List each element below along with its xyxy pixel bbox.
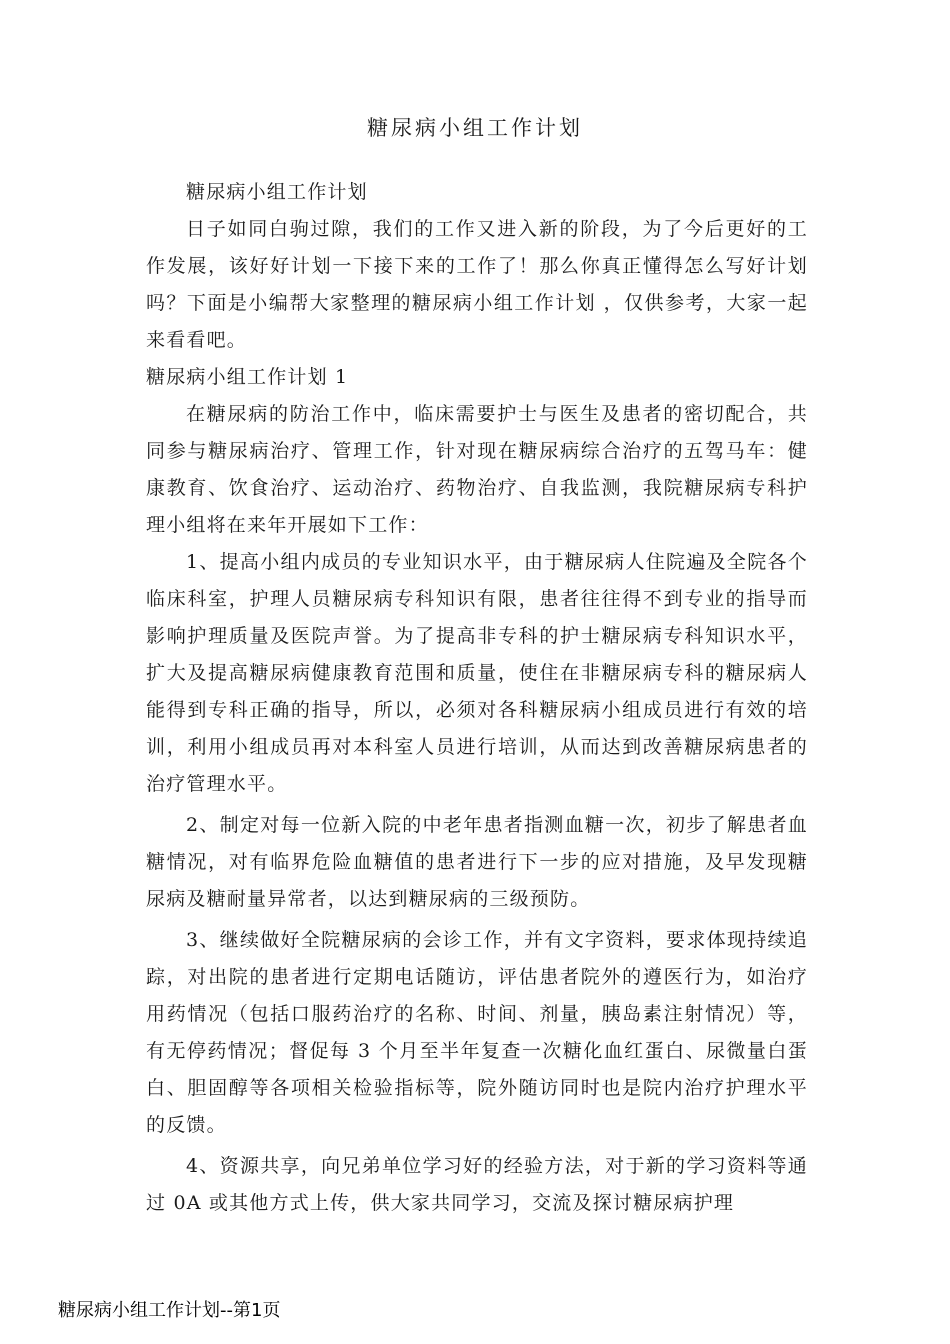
paragraph-item-4: 4、资源共享，向兄弟单位学习好的经验方法，对于新的学习资料等通过 0A 或其他方式上传，供大家共同学习，交流及探讨糖尿病护理 — [146, 1155, 808, 1214]
paragraph-subtitle: 糖尿病小组工作计划 — [186, 181, 368, 203]
document-body — [146, 174, 808, 1222]
paragraph-item-3: 3、继续做好全院糖尿病的会诊工作，并有文字资料，要求体现持续追踪，对出院的患者进行定期电话随访，评估患者院外的遵医行为，如治疗用药情况（包括口服药治疗的名称、时间、剂量，胰岛素注射情况）等，有无停药情况；督促每 3 个月至半年复查一次糖化血红蛋白、尿微量白蛋白、胆固醇等各项相关检验指标等，院外随访同时也是院内治疗护理水平的反馈。 — [146, 929, 808, 1136]
paragraph-intro: 日子如同白驹过隙，我们的工作又进入新的阶段，为了今后更好的工作发展，该好好计划一下接下来的工作了！那么你真正懂得怎么写好计划吗？下面是小编帮大家整理的糖尿病小组工作计划 ，仅供参考，大家一起来看看吧。 — [146, 218, 808, 351]
paragraph-item-2: 2、制定对每一位新入院的中老年患者指测血糖一次，初步了解患者血糖情况，对有临界危险血糖值的患者进行下一步的应对措施，及早发现糖尿病及糖耐量异常者，以达到糖尿病的三级预防。 — [146, 814, 808, 910]
section-heading: 糖尿病小组工作计划 1 — [146, 366, 349, 388]
paragraph-item-1: 1、提高小组内成员的专业知识水平，由于糖尿病人住院遍及全院各个临床科室，护理人员糖尿病专科知识有限，患者往往得不到专业的指导而影响护理质量及医院声誉。为了提高非专科的护士糖尿病专科知识水平，扩大及提高糖尿病健康教育范围和质量，使住在非糖尿病专科的糖尿病人能得到专科正确的指导，所以，必须对各科糖尿病小组成员进行有效的培训，利用小组成员再对本科室人员进行培训，从而达到改善糖尿病患者的治疗管理水平。 — [146, 551, 808, 795]
page-footer: 糖尿病小组工作计划--第1页 — [58, 1300, 281, 1321]
paragraph-overview: 在糖尿病的防治工作中，临床需要护士与医生及患者的密切配合，共同参与糖尿病治疗、管理工作，针对现在糖尿病综合治疗的五驾马车：健康教育、饮食治疗、运动治疗、药物治疗、自我监测，我院糖尿病专科护理小组将在来年开展如下工作： — [146, 403, 808, 536]
document-title: 糖尿病小组工作计划 — [367, 116, 583, 140]
